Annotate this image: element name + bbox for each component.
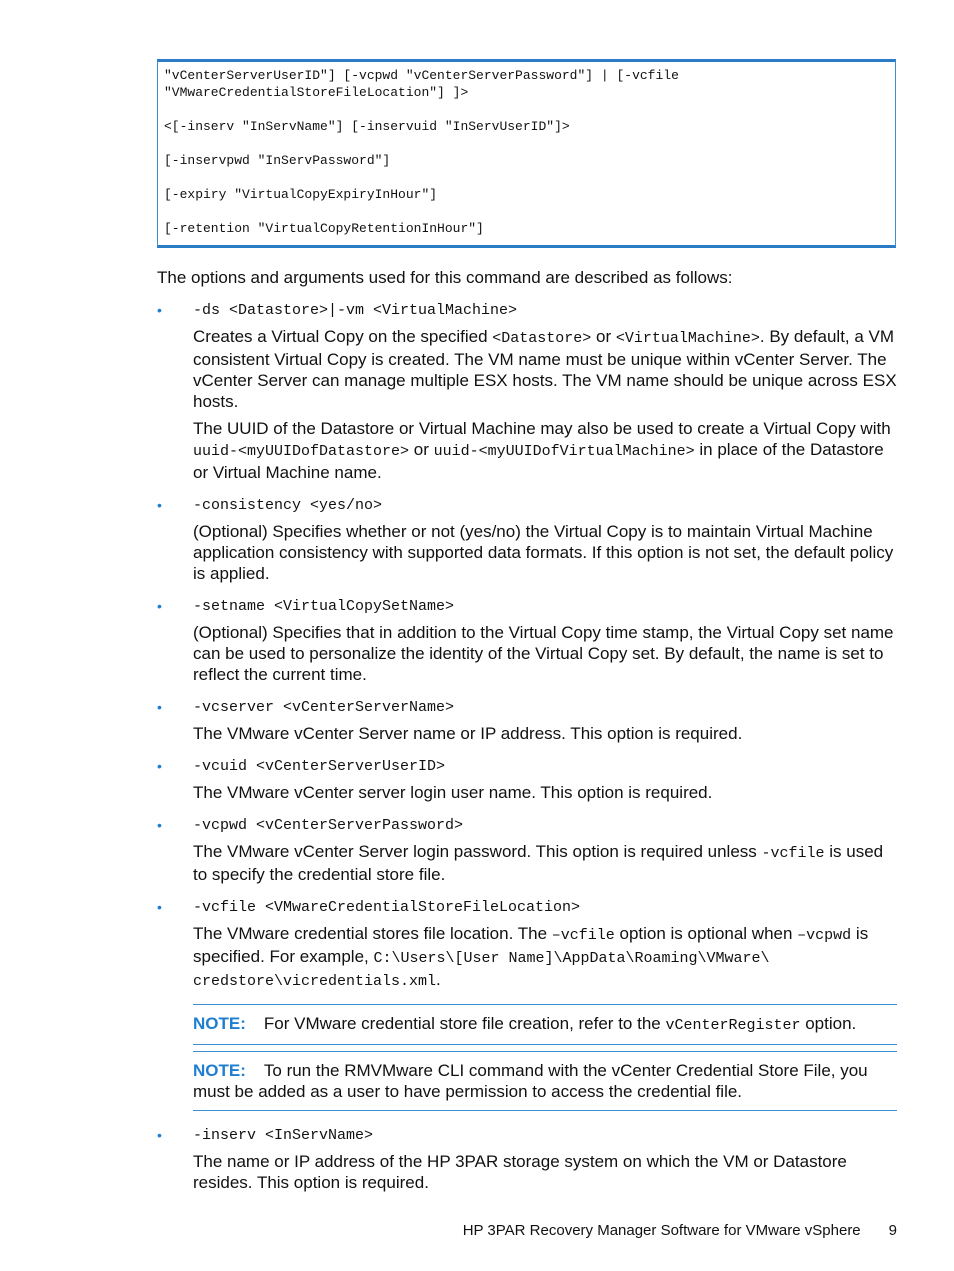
- bullet-icon: •: [157, 758, 162, 774]
- code-line: [-expiry "VirtualCopyExpiryInHour"]: [164, 187, 438, 202]
- text-run: The VMware credential stores file location. The: [193, 924, 552, 943]
- option-description: [193, 841, 897, 885]
- option-description: [193, 521, 897, 584]
- bullet-icon: •: [157, 302, 162, 318]
- option-item: [157, 897, 897, 992]
- options-list: [157, 300, 897, 1205]
- code-line: [164, 169, 889, 186]
- inline-code: -vcfile: [761, 845, 825, 862]
- text-run: The VMware vCenter Server login password. This option is required unless: [193, 842, 762, 861]
- inline-code: –vcfile: [551, 927, 615, 944]
- option-item: [157, 596, 897, 685]
- inline-code: –vcpwd: [797, 927, 852, 944]
- text-run: is specified. For example,: [193, 924, 869, 966]
- text-run: Creates a Virtual Copy on the specified: [193, 327, 493, 346]
- option-syntax: -vcfile <VMwareCredentialStoreFileLocation>: [193, 899, 581, 916]
- inline-code: <VirtualMachine>: [615, 330, 760, 347]
- footer-title: HP 3PAR Recovery Manager Software for VMware vSphere: [462, 1222, 861, 1239]
- option-syntax: -ds <Datastore>|-vm <VirtualMachine>: [193, 302, 518, 319]
- text-run: The UUID of the Datastore or Virtual Machine may also be used to create a Virtual Copy with: [193, 419, 891, 438]
- inline-code: uuid-<myUUIDofDatastore>: [193, 443, 410, 460]
- note-label: NOTE:: [193, 1061, 246, 1080]
- bullet-icon: •: [157, 899, 162, 915]
- option-description: [193, 923, 897, 992]
- code-block: [157, 59, 896, 248]
- page-footer: [0, 1222, 897, 1239]
- text-run: For VMware credential store file creation, refer to the: [263, 1014, 666, 1033]
- note-label: NOTE:: [193, 1014, 246, 1033]
- code-line: [164, 101, 889, 118]
- code-line: "VMwareCredentialStoreFileLocation"] ]>: [164, 85, 469, 100]
- option-description: [193, 782, 897, 803]
- text-run: or: [591, 327, 616, 346]
- code-line: [-inservpwd "InServPassword"]: [164, 153, 391, 168]
- note-box: [193, 1051, 897, 1111]
- bullet-icon: •: [157, 598, 162, 614]
- option-item: [157, 756, 897, 803]
- code-line: [164, 203, 889, 220]
- inline-code: uuid-<myUUIDofVirtualMachine>: [433, 443, 695, 460]
- bullet-icon: •: [157, 1127, 162, 1143]
- inline-code: C:\Users\[User Name]\AppData\Roaming\VMware\ credstore\vicredentials.xml: [193, 950, 770, 990]
- text-run: The name or IP address of the HP 3PAR storage system on which the VM or Datastore resides. This option is required.: [193, 1152, 847, 1192]
- code-line: [164, 135, 889, 152]
- option-item: [157, 1125, 897, 1193]
- code-line: "vCenterServerUserID"] [-vcpwd "vCenterServerPassword"] | [-vcfile: [164, 68, 679, 83]
- note-box: [193, 1004, 897, 1045]
- option-syntax: -vcuid <vCenterServerUserID>: [193, 758, 446, 775]
- page-number: 9: [888, 1222, 897, 1239]
- option-syntax: -vcpwd <vCenterServerPassword>: [193, 817, 464, 834]
- bullet-icon: •: [157, 497, 162, 513]
- option-syntax: -setname <VirtualCopySetName>: [193, 598, 455, 615]
- option-item: [157, 697, 897, 744]
- bullet-icon: •: [157, 699, 162, 715]
- option-description: [193, 326, 897, 412]
- option-description: [193, 723, 897, 744]
- option-syntax: -inserv <InServName>: [193, 1127, 374, 1144]
- option-description: [193, 622, 897, 685]
- text-run: is used to specify the credential store file.: [193, 842, 884, 884]
- option-item: [157, 495, 897, 584]
- option-description: [193, 418, 897, 483]
- text-run: in place of the Datastore or Virtual Machine name.: [193, 440, 884, 482]
- text-run: (Optional) Specifies whether or not (yes/no) the Virtual Copy is to maintain Virtual Machine application consistency with supported data formats. If this option is not set, the default policy is applied.: [193, 522, 894, 583]
- code-line: [-retention "VirtualCopyRetentionInHour"]: [164, 221, 484, 236]
- option-item: [157, 815, 897, 885]
- text-run: option.: [800, 1014, 857, 1033]
- text-run: The VMware vCenter Server name or IP address. This option is required.: [193, 724, 743, 743]
- code-line: <[-inserv "InServName"] [-inservuid "InServUserID"]>: [164, 119, 570, 134]
- text-run: option is optional when: [614, 924, 798, 943]
- inline-code: <Datastore>: [492, 330, 592, 347]
- text-run: To run the RMVMware CLI command with the vCenter Credential Store File, you must be added as a user to have permission to access the credential file.: [193, 1061, 868, 1101]
- text-run: The VMware vCenter server login user name. This option is required.: [193, 783, 713, 802]
- option-syntax: -consistency <yes/no>: [193, 497, 383, 514]
- intro-text: The options and arguments used for this command are described as follows:: [157, 268, 733, 287]
- text-run: . By default, a VM consistent Virtual Copy is created. The VM name must be unique within vCenter Server. The vCenter Server can manage multiple ESX hosts. The VM name should be unique across ESX hosts.: [193, 327, 897, 411]
- text-run: .: [436, 970, 441, 989]
- option-syntax: -vcserver <vCenterServerName>: [193, 699, 455, 716]
- text-run: (Optional) Specifies that in addition to the Virtual Copy time stamp, the Virtual Copy set name can be used to personalize the identity of the Virtual Copy set. By default, the name is set to reflect the current time.: [193, 623, 894, 684]
- option-item: [157, 300, 897, 483]
- option-description: [193, 1151, 897, 1193]
- bullet-icon: •: [157, 817, 162, 833]
- inline-code: vCenterRegister: [665, 1017, 801, 1034]
- text-run: or: [409, 440, 434, 459]
